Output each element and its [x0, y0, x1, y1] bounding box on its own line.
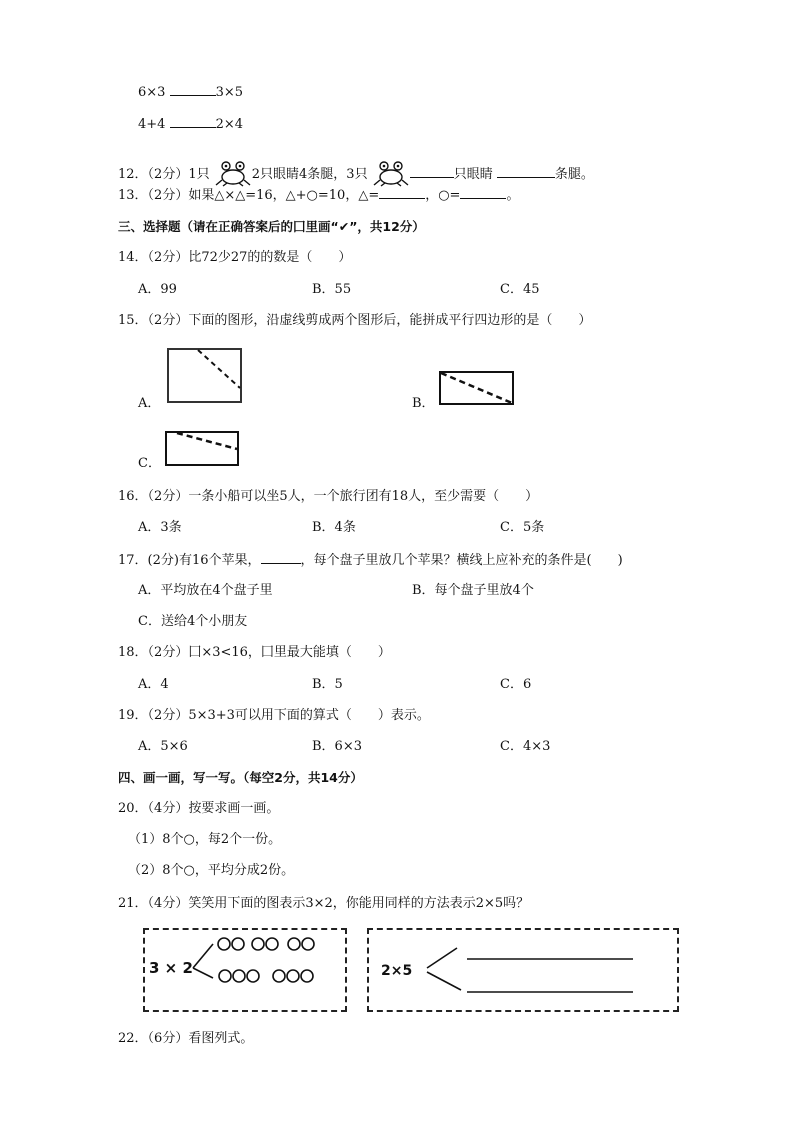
- q13-number: 13．: [118, 188, 148, 203]
- question-18-stem: 18．（2分）囗×3<16，囗里最大能填（ ）: [118, 645, 391, 660]
- q16-option-b[interactable]: B．4条: [312, 520, 356, 535]
- q21-answer-box[interactable]: [367, 928, 679, 1012]
- q15-label-c[interactable]: C．: [138, 456, 161, 471]
- question-14-stem: 14．（2分）比72少27的的数是（ ）: [118, 250, 352, 265]
- q17-option-c[interactable]: C．送给4个小朋友: [138, 614, 248, 629]
- q15-figure-c[interactable]: [165, 431, 239, 466]
- q21-example-box: [143, 928, 347, 1012]
- circle-icon: [288, 938, 300, 950]
- question-16-stem: 16．（2分）一条小船可以坐5人，一个旅行团有18人，至少需要（ ）: [118, 489, 539, 504]
- q11-row2-right: 2×4: [215, 117, 244, 132]
- q13-circle-blank[interactable]: [460, 186, 506, 199]
- q12-text-1: 1只: [188, 167, 210, 182]
- circle-icon: [302, 938, 314, 950]
- q15-figure-a-cut-line: [169, 350, 240, 401]
- q20-sub-2: （2）8个○，平均分成2份。: [128, 863, 295, 878]
- q11-row1-left: 6×3: [138, 85, 166, 100]
- q18-option-c[interactable]: C．6: [500, 677, 532, 692]
- q19-option-b[interactable]: B．6×3: [312, 739, 362, 754]
- q19-option-c[interactable]: C．4×3: [500, 739, 551, 754]
- circle-icon: [247, 970, 259, 982]
- q13-points: （2分）: [147, 188, 189, 203]
- question-12: [118, 160, 594, 186]
- q14-option-c[interactable]: C．45: [500, 282, 540, 297]
- question-21-stem: 21．（4分）笑笑用下面的图表示3×2，你能用同样的方法表示2×5吗？: [118, 896, 530, 911]
- question-17-stem: [118, 551, 623, 570]
- q13-triangle-blank[interactable]: [379, 186, 425, 199]
- section-3-title: 三、选择题（请在正确答案后的囗里画“✔”，共12分）: [118, 219, 425, 234]
- q12-number: 12．: [118, 167, 148, 182]
- q12-text-4: 条腿。: [554, 167, 594, 182]
- q21-answer-lines: [369, 930, 677, 1010]
- circle-icon: [287, 970, 299, 982]
- q17-option-b[interactable]: B．每个盘子里放4个: [412, 583, 534, 598]
- q11-row1-right: 3×5: [215, 85, 244, 100]
- circle-icon: [273, 970, 285, 982]
- q17-blank[interactable]: [261, 551, 301, 564]
- q11-row-2: [138, 115, 243, 134]
- q21-example-diagram: [145, 930, 345, 1010]
- q12-eyes-blank[interactable]: [410, 165, 454, 178]
- question-22-stem: 22．（6分）看图列式。: [118, 1031, 254, 1046]
- question-19-stem: 19．（2分）5×3+3可以用下面的算式（ ）表示。: [118, 708, 430, 723]
- q16-option-a[interactable]: A．3条: [138, 520, 182, 535]
- frog-icon: [214, 160, 252, 186]
- q12-text-3: 只眼睛: [453, 167, 493, 182]
- q11-row2-blank[interactable]: [170, 115, 216, 128]
- q15-label-b[interactable]: B．: [412, 396, 435, 411]
- circle-icon: [232, 938, 244, 950]
- section-4-title: 四、画一画，写一写。（每空2分，共14分）: [118, 770, 363, 785]
- q15-figure-a[interactable]: [167, 348, 242, 403]
- q11-row1-blank[interactable]: [170, 83, 216, 96]
- q21-answer-label: 2×5: [381, 963, 413, 979]
- q21-example-label: 3 × 2: [149, 959, 193, 977]
- q13-text-2: ，○=: [425, 188, 461, 203]
- q19-option-a[interactable]: A．5×6: [138, 739, 188, 754]
- circle-icon: [233, 970, 245, 982]
- q14-option-a[interactable]: A．99: [138, 282, 177, 297]
- q15-figure-c-cut-line: [167, 433, 237, 464]
- q11-row2-left: 4+4: [138, 117, 166, 132]
- circle-icon: [218, 938, 230, 950]
- q15-figure-b-cut-line: [441, 373, 512, 403]
- circle-icon: [301, 970, 313, 982]
- q13-text-3: 。: [506, 188, 520, 203]
- circle-icon: [252, 938, 264, 950]
- question-15-stem: 15．（2分）下面的图形，沿虚线剪成两个图形后，能拼成平行四边形的是（ ）: [118, 313, 592, 328]
- q12-text-2: 2只眼睛4条腿，3只: [251, 167, 368, 182]
- q12-legs-blank[interactable]: [497, 165, 555, 178]
- q18-option-a[interactable]: A．4: [138, 677, 169, 692]
- q17-stem-b: ，每个盘子里放几个苹果？横线上应补充的条件是( ): [300, 553, 623, 568]
- q20-sub-1: （1）8个○，每2个一份。: [128, 832, 282, 847]
- q16-option-c[interactable]: C．5条: [500, 520, 545, 535]
- q15-figure-b[interactable]: [439, 371, 514, 405]
- circle-icon: [219, 970, 231, 982]
- q14-option-b[interactable]: B．55: [312, 282, 352, 297]
- question-20-stem: 20．（4分）按要求画一画。: [118, 801, 280, 816]
- q13-text-1: 如果△×△=16，△+○=10，△=: [188, 188, 380, 203]
- q17-option-a[interactable]: A．平均放在4个盘子里: [138, 583, 273, 598]
- circle-icon: [266, 938, 278, 950]
- frog-icon: [372, 160, 410, 186]
- q15-label-a[interactable]: A．: [138, 396, 161, 411]
- q12-points: （2分）: [147, 167, 189, 182]
- q18-option-b[interactable]: B．5: [312, 677, 343, 692]
- q11-row-1: [138, 83, 243, 102]
- question-13: [118, 186, 519, 205]
- q17-stem-a: 17．(2分)有16个苹果，: [118, 553, 261, 568]
